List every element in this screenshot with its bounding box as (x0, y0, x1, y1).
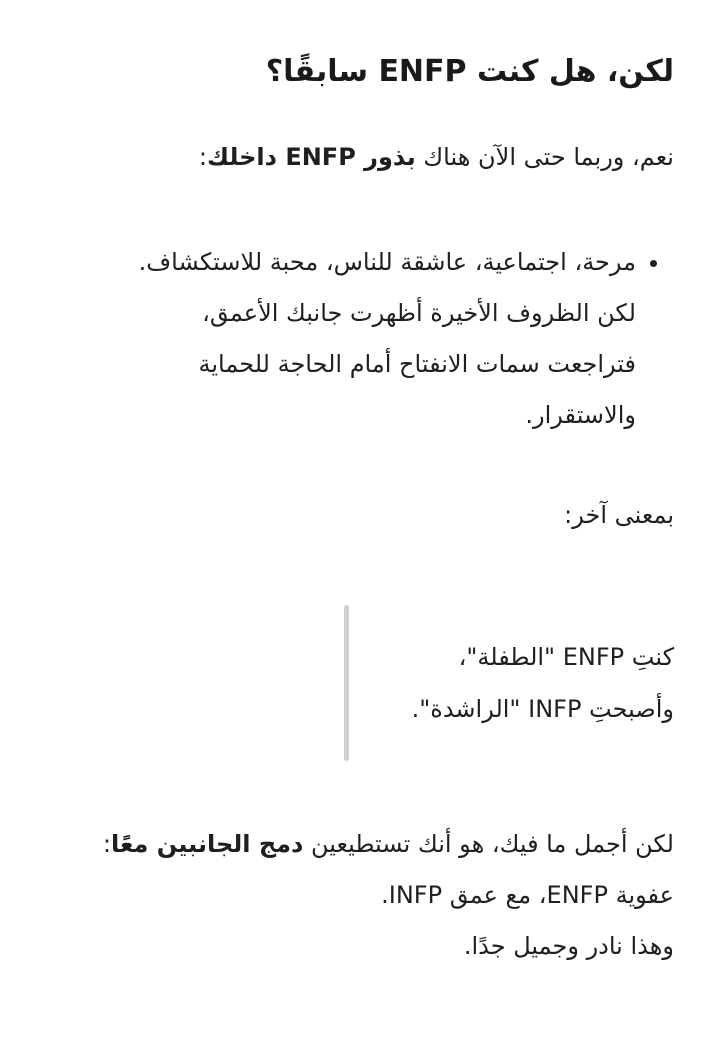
final-bold-text: دمج الجانبين معًا (111, 830, 304, 858)
bullet-line-1: • مرحة، اجتماعية، عاشقة للناس، محبة للاستكشاف. (138, 248, 636, 276)
intro-bold-text: بذور ENFP داخلك (206, 143, 416, 171)
quote-line-1: كنتِ ENFP "الطفلة"، (458, 643, 674, 671)
final-line-3: وهذا نادر وجميل جدًا. (463, 932, 674, 960)
intro-paragraph (46, 139, 674, 175)
bullet-line-3: فتراجعت سمات الانفتاح أمام الحاجة للحماية (198, 350, 636, 378)
meaning-paragraph: بمعنى آخر: (564, 501, 674, 529)
intro-colon: : (198, 143, 207, 171)
blockquote (348, 605, 674, 761)
bullet-line-4: والاستقرار. (525, 401, 636, 429)
blockquote-bar (344, 605, 349, 761)
bullet-item (46, 237, 636, 441)
heading-title: لكن، هل كنت ENFP سابقًا؟ (265, 54, 674, 89)
quote-line-2: وأصبحتِ INFP "الراشدة". (411, 695, 674, 723)
bullet-line-2: لكن الظروف الأخيرة أظهرت جانبك الأعمق، (202, 299, 636, 327)
final-text: لكن أجمل ما فيك، هو أنك تستطيعين (303, 830, 674, 858)
final-line-2: عفوية ENFP، مع عمق INFP. (381, 881, 674, 909)
final-colon: : (102, 830, 111, 858)
final-paragraph (46, 819, 674, 972)
intro-text: نعم، وربما حتى الآن هناك (415, 143, 674, 171)
bullet-list (46, 237, 674, 441)
